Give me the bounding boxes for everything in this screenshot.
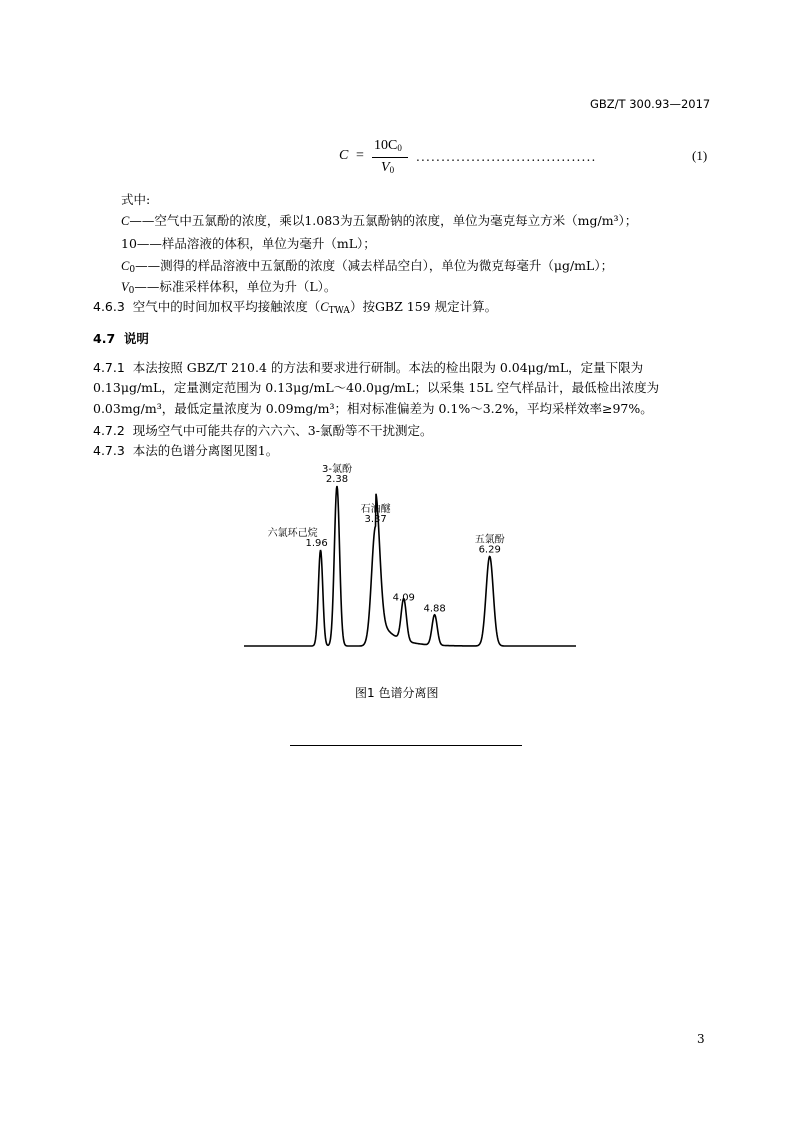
definition-item: 10——样品溶液的体积，单位为毫升（mL）； [121,236,376,251]
clause-4-7-2: 4.7.2 现场空气中可能共存的六六六、3-氯酚等不干扰测定。 [93,423,433,438]
peak-compound-label: 3-氯酚 [322,464,352,475]
peak-compound-label: 石油醚 [360,504,391,515]
chromatogram-trace [244,486,576,646]
definition-item: $C_0——$测得的样品溶液中五氯酚的浓度（减去样品空白），单位为微克每毫升（μg/mL）； [121,258,614,275]
definition-item: C——空气中五氯酚的浓度，乘以1.083为五氯酚钠的浓度，单位为毫克每立方米（mg/m³）； [121,213,638,228]
formula-equals: = [356,148,364,163]
formula-number: (1) [692,148,708,163]
peak-retention-label: 4.88 [423,603,446,615]
end-rule [290,745,522,746]
peak-retention-label: 4.09 [392,592,415,604]
page-number: 3 [697,1032,705,1046]
clause-4-7-1-line2: 0.13μg/mL，定量测定范围为 0.13μg/mL～40.0μg/mL；以采集 15L 空气样品计，最低检出浓度为 [93,380,660,395]
peak-compound-label: 五氯酚 [474,534,505,546]
clause-4-7-1-line3: 0.03mg/m³，最低定量浓度为 0.09mg/m³；相对标准偏差为 0.1%～3.2%，平均采样效率≥97%。 [93,401,653,416]
figure-caption: 图1 色谱分离图 [355,686,439,700]
chromatogram-chart [240,460,580,660]
fraction-bar [372,157,408,158]
formula-numerator: $10C_0$ [374,138,402,153]
peak-retention-label: 2.38 [325,474,349,485]
formula-denominator: $V_0$ [381,160,395,175]
peak-retention-label: 3.37 [364,514,387,525]
clause-4-6-3: 4.6.3 空气中的时间加权平均接触浓度$(C_{TWA})$按GBZ 159 规定计算。 [93,299,498,316]
clause-4-7-1-line1: 4.7.1 本法按照 GBZ/T 210.4 的方法和要求进行研制。本法的检出限为 0.04μg/mL，定量下限为 [93,360,644,375]
formula-leader-dots: .................................... [416,150,597,164]
clause-4-7-3: 4.7.3 本法的色谱分离图见图1。 [93,443,279,458]
section-heading-4-7: 4.7 说明 [93,331,149,346]
peak-compound-label: 六氯环己烷 [267,528,318,539]
standard-code: GBZ/T 300.93—2017 [590,97,711,111]
peak-retention-label: 6.29 [478,544,501,556]
peak-retention-label: 1.96 [305,538,328,549]
definition-item: $V_0——$标准采样体积，单位为升（L）。 [121,279,337,296]
definitions-intro: 式中: [121,192,151,207]
formula-lhs: C [339,148,349,163]
